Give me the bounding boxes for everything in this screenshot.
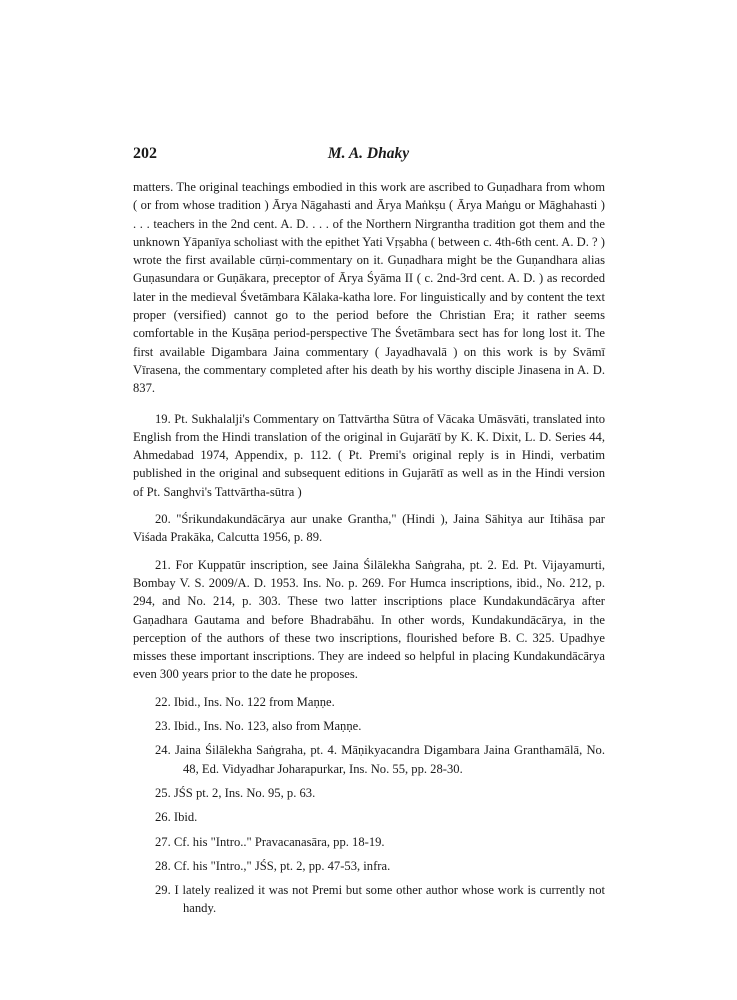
running-head: M. A. Dhaky (327, 145, 410, 162)
page-header (133, 145, 604, 169)
footnote-25: 25. JŚS pt. 2, Ins. No. 95, p. 63. (155, 785, 316, 800)
footnote-23: 23. Ibid., Ins. No. 123, also from Maṇṇe. (155, 719, 362, 734)
footnote-28: 28. Cf. his "Intro.," JŚS, pt. 2, pp. 47-53, infra. (155, 858, 391, 873)
footnote-24: 24. Jaina Śilālekha Saṅgraha, pt. 4. Māṇikyacandra Digambara Jaina Granthamālā, No. 48, Ed. Vidyadhar Joharapurkar, Ins. No. 55, pp. 28-30. (155, 743, 605, 776)
page-number: 202 (133, 145, 157, 162)
footnote-21: 21. For Kuppatūr inscription, see Jaina Śilālekha Saṅgraha, pt. 2. Ed. Pt. Vijayamurti, Bombay V. S. 2009/A. D. 1953. Ins. No. p. 269. For Humca inscriptions, ibid., No. 212, p. 294, and No. 214, p. 303. These two latter inscriptions place Kundakundācārya after Gaṇadhara Gautama and before Bhadrabāhu. In other words, Kundakundācārya, in the perception of the authors of these two inscriptions, flourished before B. C. 325. Upadhye misses these important inscriptions. They are indeed so helpful in placing Kundakundācārya even 300 years prior to the date he proposes. (133, 557, 605, 682)
footnote-20: 20. "Śrikundakundācārya aur unake Grantha," (Hindi ), Jaina Sāhitya aur Itihāsa par Viśada Prakāka, Calcutta 1956, p. 89. (133, 512, 605, 545)
footnote-26: 26. Ibid. (155, 810, 198, 825)
footnote-22: 22. Ibid., Ins. No. 122 from Maṇṇe. (155, 694, 335, 709)
footnote-18-continuation: matters. The original teachings embodied in this work are ascribed to Guṇadhara from whom ( or from whose tradition ) Ārya Nāgahasti and Ārya Maṅkṣu ( Ārya Maṅgu or Māghahasti ) . . . teachers in the 2nd cent. A. D. . . . of the Northern Nirgrantha tradition got them and the unknown Yāpanīya scholiast with the epithet Yati Vṛṣabha ( between c. 4th-6th cent. A. D. ? ) wrote the first available cūrṇi-commentary on it. Guṇadhara might be the Guṇandhara alias Guṇasundara or Guṇākara, preceptor of Ārya Śyāma II ( c. 2nd-3rd cent. A. D. ) as recorded later in the medieval Śvetāmbara Kālaka-katha lore. For linguistically and by content the text proper (versified) cannot go to the period before the Christian Era; it rather seems comfortable in the Kuṣāṇa period-perspective The Śvetāmbara sect has for long lost it. The first available Digambara Jaina commentary ( Jayadhavalā ) on this work is by Svāmī Vīrasena, the commentary completed after his death by his worthy disciple Jinasena in A. D. 837. (133, 180, 605, 396)
footnote-27: 27. Cf. his "Intro.." Pravacanasāra, pp. 18-19. (155, 834, 385, 849)
footnote-29: 29. I lately realized it was not Premi but some other author whose work is currently not handy. (155, 883, 605, 916)
footnote-19: 19. Pt. Sukhalalji's Commentary on Tattvārtha Sūtra of Vācaka Umāsvāti, translated into English from the Hindi translation of the original in Gujarātī by K. K. Dixit, L. D. Series 44, Ahmedabad 1974, Appendix, p. 112. ( Pt. Premi's original reply is in Hindi, verbatim published in the original and subsequent editions in Gujarātī as well as in the Hindi version of Pt. Sanghvi's Tattvārtha-sūtra ) (133, 411, 605, 499)
body-text (133, 178, 605, 924)
